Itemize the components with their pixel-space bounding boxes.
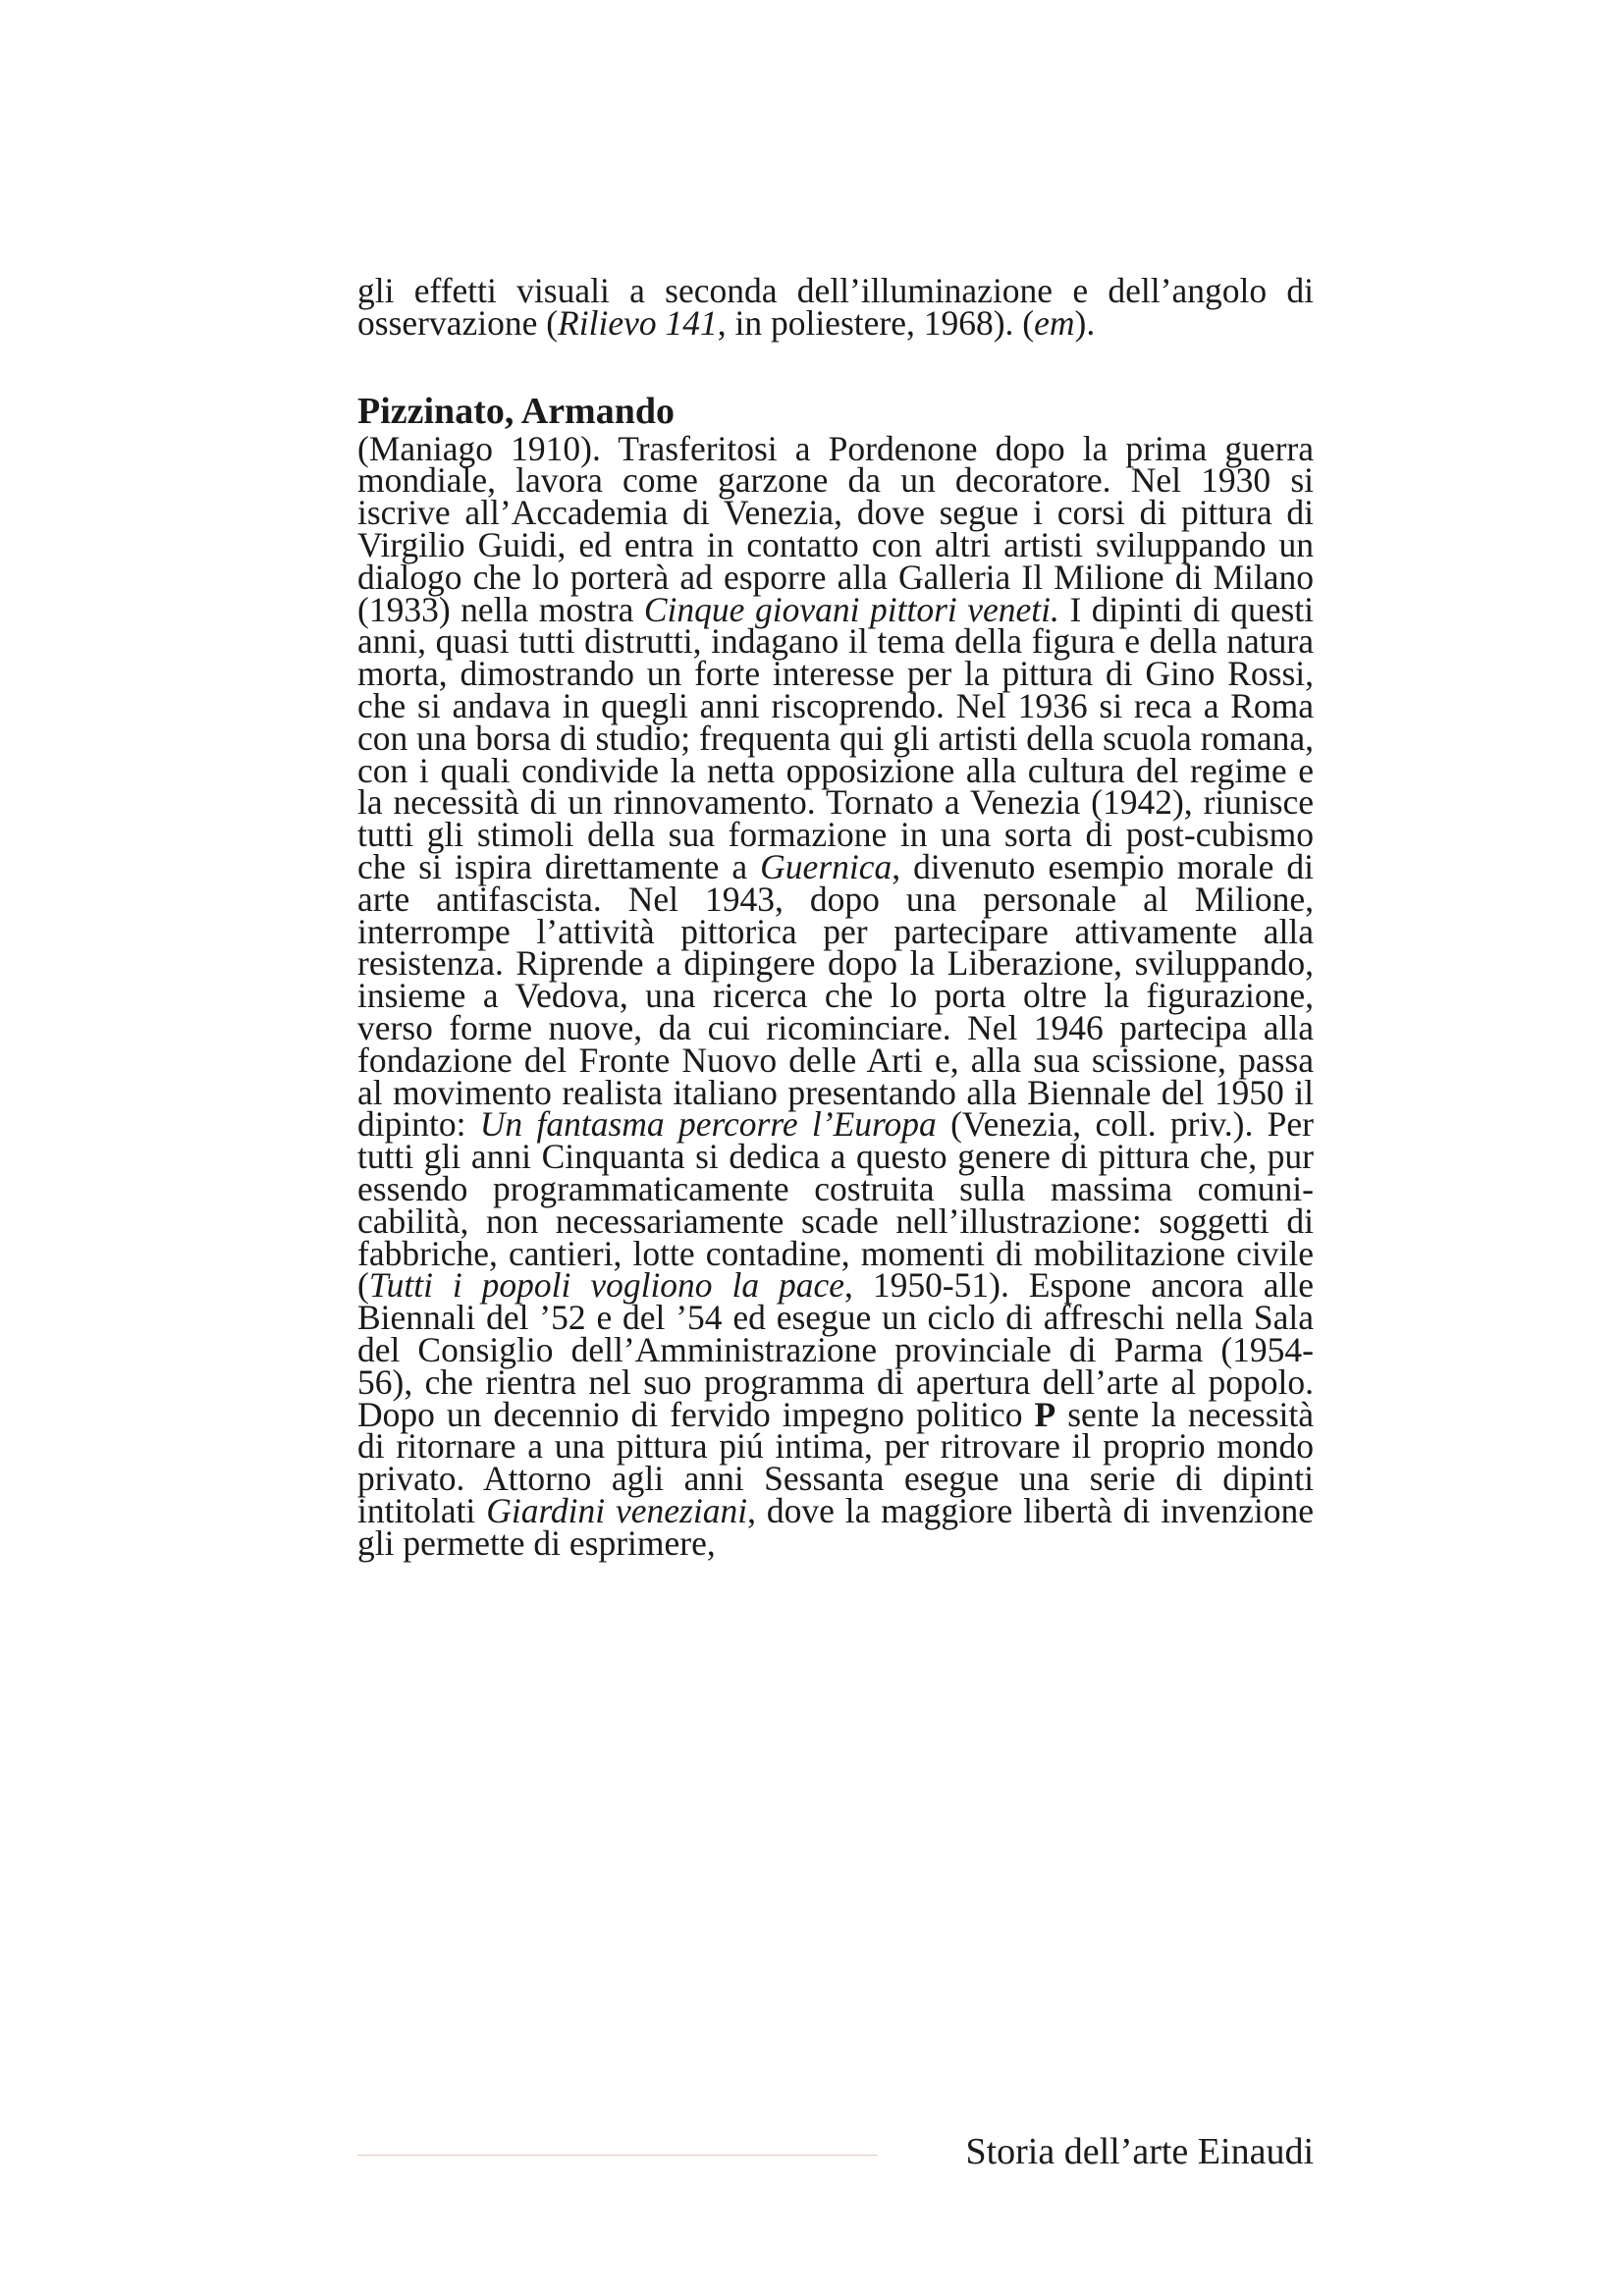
continuation-paragraph xyxy=(357,271,1314,343)
author-initials: em xyxy=(1034,302,1075,343)
artist-initial: P xyxy=(1034,1394,1056,1434)
artwork-title: Giardini veneziani xyxy=(486,1490,748,1530)
entry-title: Pizzinato, Armando xyxy=(357,390,675,432)
entry-body xyxy=(357,428,1315,1563)
footer-rule xyxy=(357,2155,878,2156)
page-footer xyxy=(357,2128,1314,2177)
text-run: ). xyxy=(1074,302,1096,343)
artwork-title: Guernica xyxy=(760,846,893,886)
artwork-title: Cinque giovani pittori veneti. xyxy=(643,589,1059,629)
footer-book-title: Storia dell’arte Einaudi xyxy=(965,2131,1314,2172)
text-run: (Maniago 1910). Trasferitosi a Pordenone dopo la prima guerra mondiale, lavora come garzone da un decoratore. Nel 1930 si iscrive all’Accademia di Venezia, dove segue i corsi di pittura di Virgilio Guidi, ed entra in contatto con altri artisti sviluppando un dialogo che lo porterà ad esporre alla Galleria Il Milione di Milano (1933) nella mostra xyxy=(357,428,1314,629)
text-run: (Venezia, coll. priv.). Per tutti gli anni Cinquanta si dedica a questo genere di pittura che, pur essendo programmaticamente costruita sulla massima comunicabilità, non necessariamente scade nell’illustrazione: soggetti di fabbriche, cantieri, lotte contadine, momenti di mobilitazione civile ( xyxy=(357,1104,1315,1306)
text-run: , in poliestere, 1968). ( xyxy=(717,302,1035,343)
text-run: , divenuto esempio morale di arte antifascista. Nel 1943, dopo una personale al Milione, interrompe l’attività pittorica per partecipare attivamente alla resistenza. Riprende a dipingere dopo la Liberazione, sviluppando, insieme a Vedova, una ricerca che lo porta oltre la figurazione, verso forme nuove, da cui ricominciare. Nel 1946 partecipa alla fondazione del Fronte Nuovo delle Arti e, alla sua scissione, passa al movimento realista italiano presentando alla Biennale del 1950 il dipinto: xyxy=(357,846,1314,1145)
artwork-title: Rilievo 141 xyxy=(558,302,718,343)
text-run: , 1950-51). Espone ancora alle Biennali del ’52 e del ’54 ed esegue un ciclo di affreschi nella Sala del Consiglio dell’Amministrazione provinciale di Parma (1954-56), che rientra nel suo programma di apertura dell’arte al popolo. Dopo un decennio di fervido impegno politico xyxy=(357,1265,1314,1434)
artwork-title: Tutti i popoli vogliono la pace xyxy=(368,1265,845,1306)
page-content xyxy=(357,271,1315,1563)
text-run: sente la necessità di ritornare a una pittura piú intima, per ritrovare il proprio mondo privato. Attorno agli anni Sessanta esegue una serie di dipinti intitolati xyxy=(357,1394,1314,1530)
artwork-title: Un fantasma percorre l’Europa xyxy=(479,1104,937,1145)
text-run: I dipinti di questi anni, quasi tutti distrutti, indagano il tema della figura e della natura morta, dimostrando un forte interesse per la pittura di Gino Rossi, che si andava in quegli anni riscoprendo. Nel 1936 si reca a Roma con una borsa di studio; frequenta qui gli artisti della scuola romana, con i quali condivide la netta opposizione alla cultura del regime e la necessità di un rinnovamento. Tornato a Venezia (1942), riunisce tutti gli stimoli della sua formazione in una sorta di post-cubismo che si ispira direttamente a xyxy=(357,589,1315,886)
text-run: gli effetti visuali a seconda dell’illuminazione e dell’angolo di osservazione ( xyxy=(357,271,1314,343)
text-run: , dove la maggiore libertà di invenzione gli permette di esprimere, xyxy=(357,1490,1314,1563)
